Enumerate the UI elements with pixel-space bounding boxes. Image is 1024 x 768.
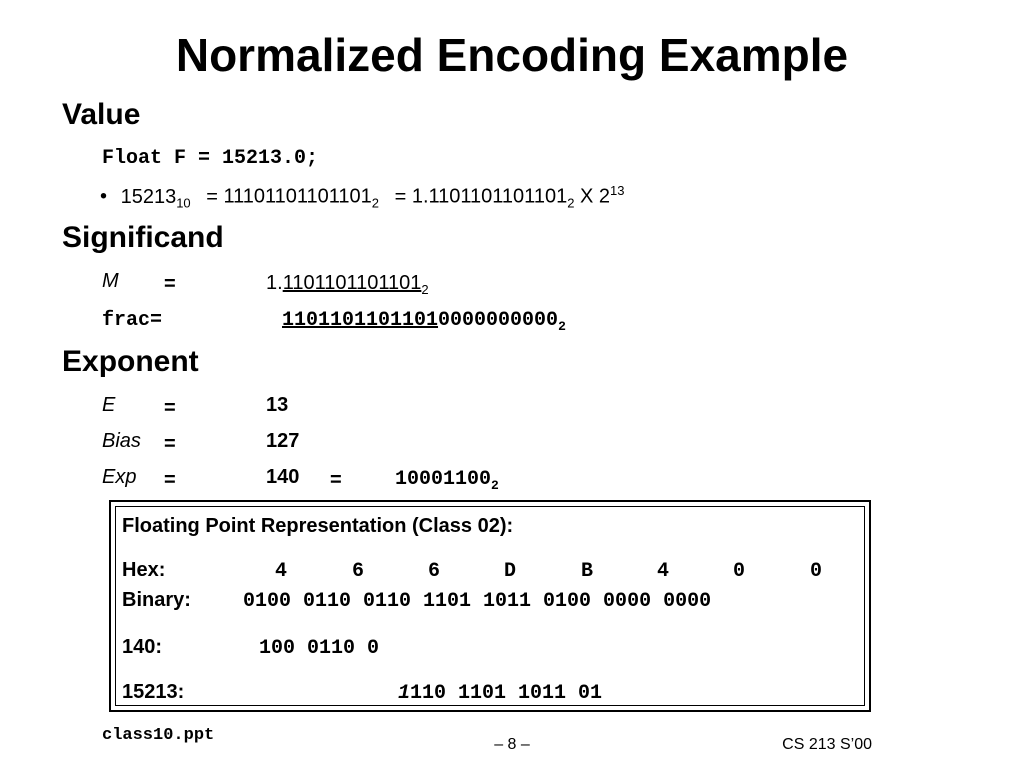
slide-title: Normalized Encoding Example [175,29,849,81]
frac-bits [398,682,602,705]
hex-digit: 6 [427,560,440,583]
hex-label: Hex: [122,559,166,581]
binary-bits: 0100 0110 0110 1101 1011 0100 0000 0000 [243,590,712,613]
exp-binary [395,468,499,493]
hex-digit: D [503,560,516,583]
hex-digit: B [580,560,593,583]
frac-underlined-bits: 1101101101101 [282,309,439,332]
bullet: • [100,185,108,208]
exp-bits: 100 0110 0 [259,637,380,660]
hex-digits [0,560,1024,586]
hex-digit: 6 [351,560,364,583]
frac-bits-label: 15213: [122,681,185,703]
m-value [266,272,429,297]
frac-padding-bits: 0000000000 [438,309,559,332]
value-conversion-line [100,183,624,211]
box-title: Floating Point Representation (Class 02): [122,515,514,537]
frac-label: frac= [102,309,163,332]
normalized-value: 1.1101101101101 [411,185,568,208]
exponent-heading: Exponent [62,345,199,378]
exp-binary-bits: 10001100 [395,468,492,491]
e-label: E [102,394,116,416]
exp-bits-label: 140: [122,636,163,658]
equals-sign: = [206,185,218,208]
footer-page-number: – 8 – [494,736,530,753]
hex-digit: 0 [809,560,822,583]
footer-course: CS 213 S’00 [782,736,872,753]
equals-sign: = [394,185,407,208]
value-heading: Value [62,98,141,131]
m-label: M [102,270,119,292]
frac-base: 2 [558,319,566,334]
times-two: X 2 [579,185,611,208]
e-value: 13 [266,394,289,416]
frac-bits-value: 110 1101 1011 01 [410,682,603,705]
e-equals: = [164,397,176,419]
m-base: 2 [421,282,429,297]
decimal-base: 10 [176,195,191,211]
exp-value: 140 [266,466,300,488]
hex-digit: 0 [732,560,745,583]
bias-value: 127 [266,430,300,452]
exp-binary-base: 2 [491,478,499,493]
footer-filename: class10.ppt [102,726,215,745]
hex-digit: 4 [656,560,669,583]
float-declaration: Float F = 15213.0; [102,147,319,170]
binary-base: 2 [371,195,380,211]
m-fraction: 1101101101101 [282,272,422,294]
exp-equals-2: = [330,469,342,491]
binary-value: 11101101101101 [223,185,372,208]
exponent-power: 13 [610,183,625,198]
hex-digit: 4 [274,560,287,583]
normalized-base: 2 [567,195,575,211]
bias-equals: = [164,433,176,455]
m-equals: = [164,273,176,295]
bias-label: Bias [102,430,141,452]
frac-value [282,309,566,334]
exp-label: Exp [102,466,137,488]
m-leading-one: 1. [266,272,283,294]
binary-label: Binary: [122,589,191,611]
decimal-value: 15213 [120,185,177,208]
exp-equals: = [164,469,176,491]
implied-leading-one: 1 [398,682,411,705]
significand-heading: Significand [62,221,224,254]
